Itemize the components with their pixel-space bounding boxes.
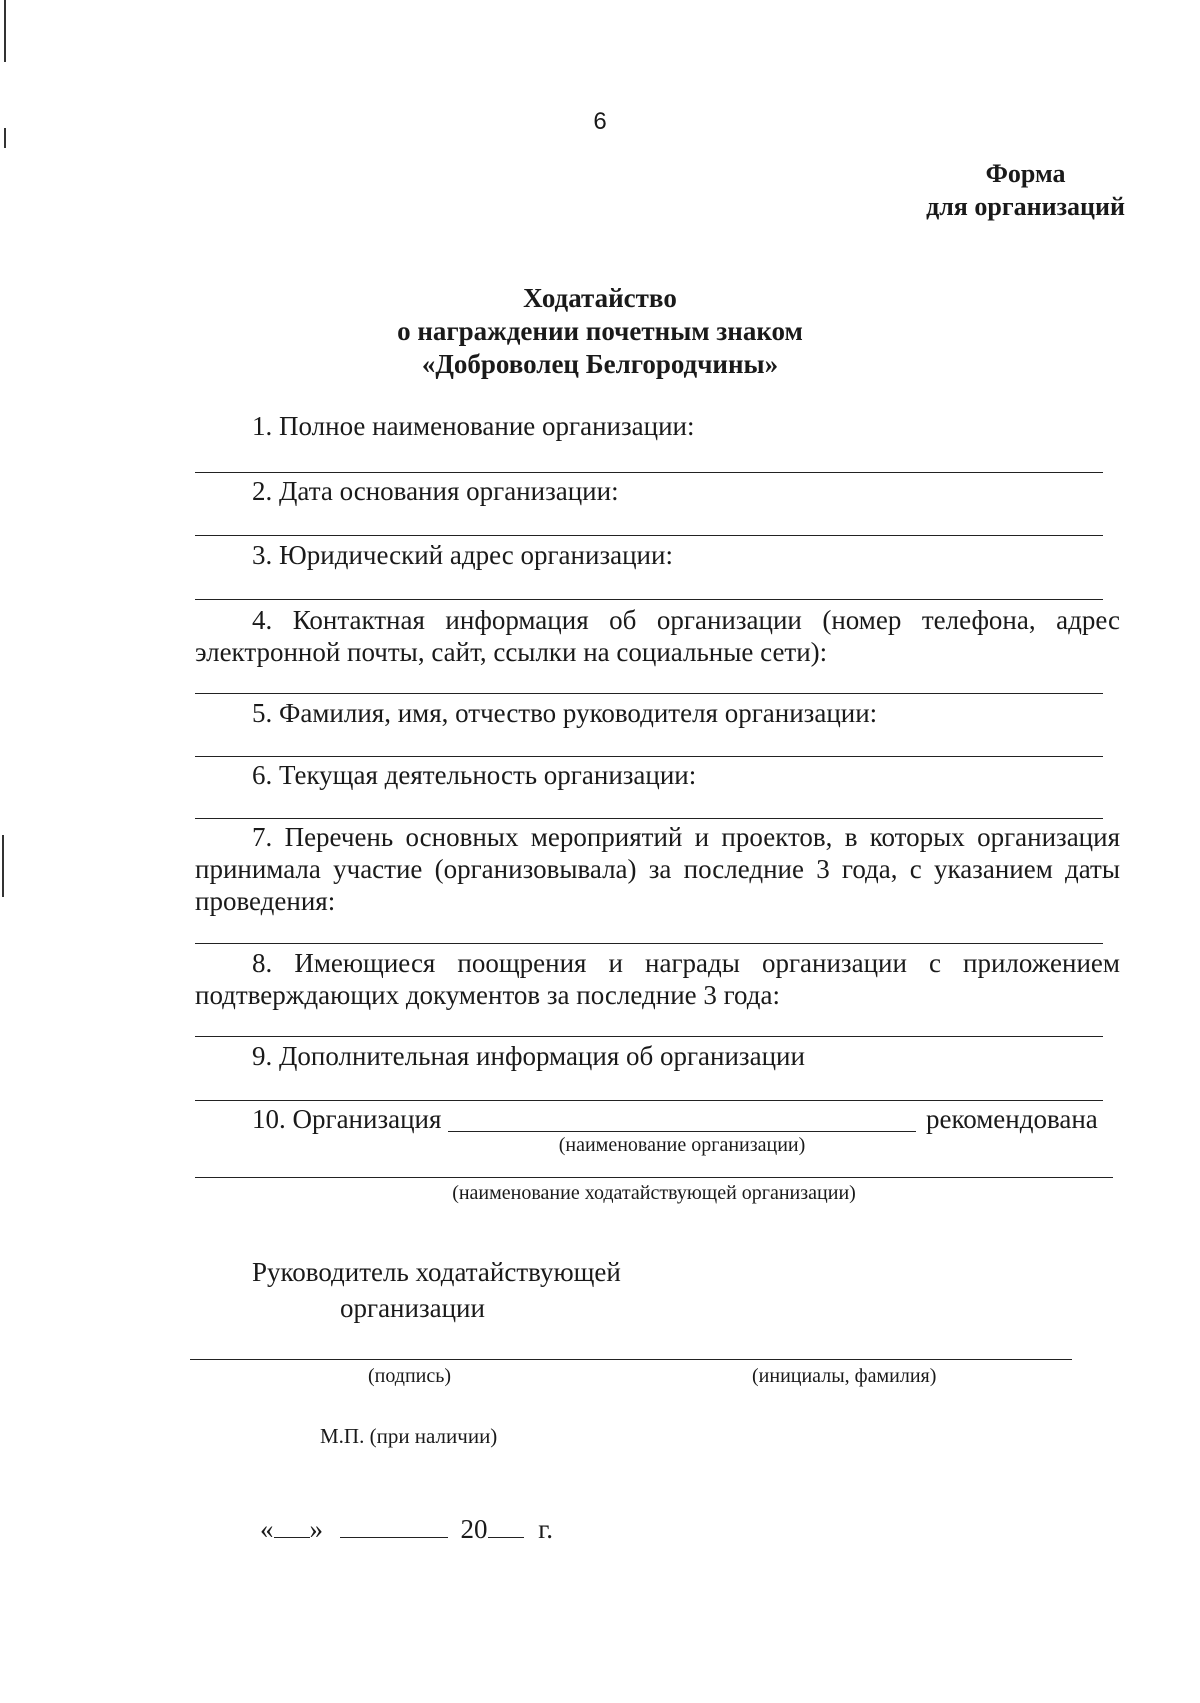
year-blank[interactable]: [488, 1513, 524, 1538]
document-title: [0, 282, 1200, 381]
stamp-note: М.П. (при наличии): [320, 1424, 498, 1448]
form-caption: [926, 157, 1125, 223]
title-line1: Ходатайство: [523, 283, 677, 313]
date-line: [260, 1512, 553, 1546]
field-9-line[interactable]: [195, 1100, 1103, 1101]
item10-label: 10. Организация: [252, 1104, 442, 1134]
scan-artifact: [2, 835, 4, 897]
field-4-label: 4. Контактная информация об организации (номер телефона, адрес электронной почты, сайт, ссылки на социальные сети):: [195, 605, 1120, 667]
field-4-line[interactable]: [195, 693, 1103, 694]
signer-role: [252, 1254, 621, 1326]
day-blank[interactable]: [274, 1513, 310, 1538]
date-open-quote: «: [260, 1514, 274, 1544]
date-close-quote: »: [309, 1514, 323, 1544]
name-caption: (инициалы, фамилия): [752, 1365, 937, 1387]
petitioner-caption: (наименование ходатайствующей организации): [452, 1182, 856, 1204]
year-prefix: 20: [460, 1514, 488, 1544]
field-7-line[interactable]: [195, 943, 1103, 944]
field-6-line[interactable]: [195, 818, 1103, 819]
title-line3: «Доброволец Белгородчины»: [421, 349, 779, 379]
signer-role-line2: организации: [340, 1293, 485, 1323]
month-blank[interactable]: [340, 1513, 448, 1538]
field-3-line[interactable]: [195, 599, 1103, 600]
item10-org-line[interactable]: [448, 1131, 916, 1132]
petitioner-line[interactable]: [195, 1177, 1113, 1178]
page-number: 6: [593, 108, 607, 135]
field-5-line[interactable]: [195, 756, 1103, 757]
year-suffix: г.: [538, 1514, 554, 1544]
title-line2: о награждении почетным знаком: [397, 316, 803, 346]
field-9-label: 9. Дополнительная информация об организации: [252, 1041, 805, 1071]
field-3-label: 3. Юридический адрес организации:: [252, 540, 673, 570]
field-6-label: 6. Текущая деятельность организации:: [252, 760, 697, 790]
field-2-label: 2. Дата основания организации:: [252, 476, 619, 506]
signature-caption: (подпись): [368, 1365, 452, 1387]
field-1-line[interactable]: [195, 472, 1103, 473]
form-caption-line1: Форма: [985, 159, 1066, 188]
form-caption-line2: для организаций: [926, 192, 1125, 221]
field-8-line[interactable]: [195, 1036, 1103, 1037]
signer-role-line1: Руководитель ходатайствующей: [252, 1257, 621, 1287]
field-5-label: 5. Фамилия, имя, отчество руководителя организации:: [252, 698, 878, 728]
field-1-label: 1. Полное наименование организации:: [252, 411, 695, 441]
field-7-label: 7. Перечень основных мероприятий и проектов, в которых организация принимала участие (организовывала) за последние 3 года, с указанием даты проведения:: [195, 822, 1120, 916]
field-2-line[interactable]: [195, 535, 1103, 536]
item10-suffix: рекомендована: [926, 1104, 1098, 1134]
org-name-caption: (наименование организации): [558, 1134, 806, 1156]
scan-artifact: [4, 0, 6, 62]
signature-line[interactable]: [190, 1359, 1072, 1360]
field-8-label: 8. Имеющиеся поощрения и награды организации с приложением подтверждающих документов за последние 3 года:: [195, 948, 1120, 1010]
